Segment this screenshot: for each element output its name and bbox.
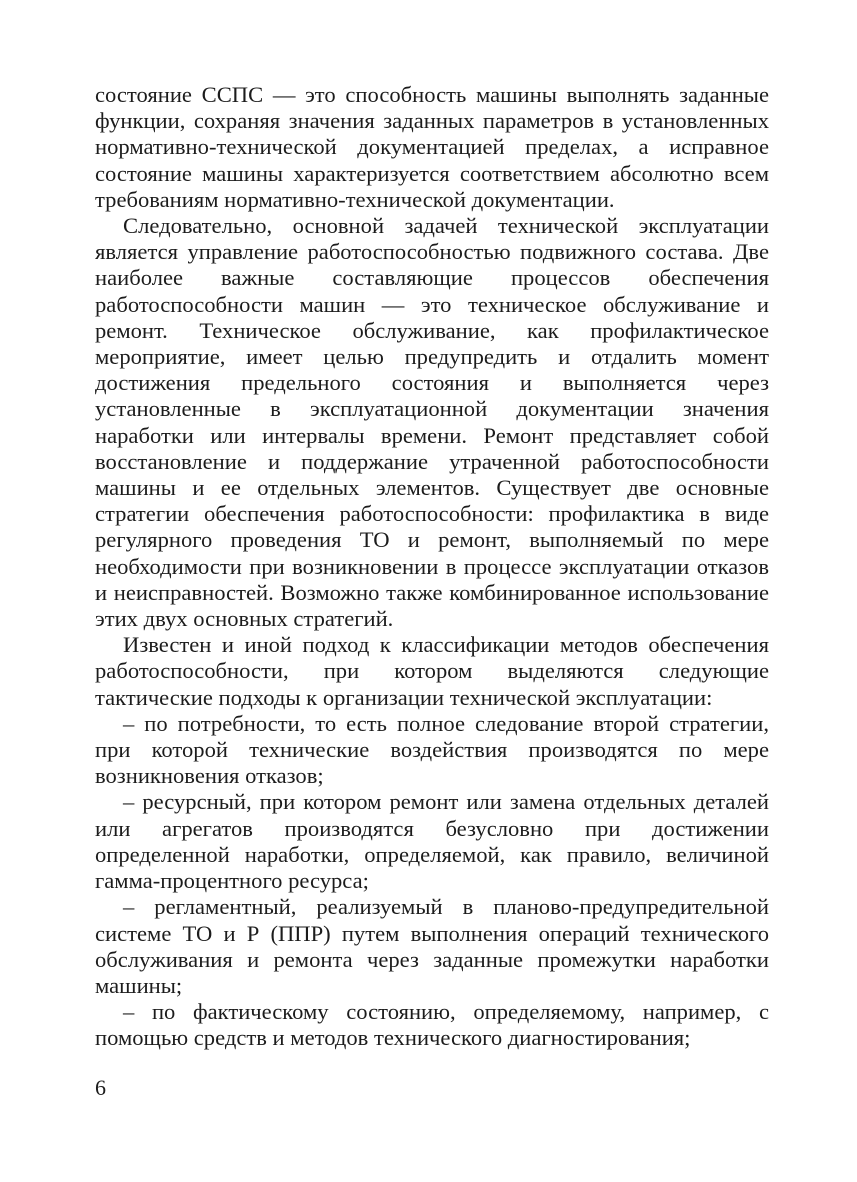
list-item-regulation: – регламентный, реализуемый в планово-предупредительной системе ТО и Р (ППР) путем выполнения операций технического обслуживания и ремонта через заданные промежутки наработки машины; — [95, 894, 769, 998]
paragraph-main-task: Следовательно, основной задачей технической эксплуатации является управление работоспособностью подвижного состава. Две наиболее важные составляющие процессов обеспечения работоспособности машин — это техническое обслуживание и ремонт. Техническое обслуживание, как профилактическое мероприятие, имеет целью предупредить и отдалить момент достижения предельного состояния и выполняется через установленные в эксплуатационной документации значения наработки или интервалы времени. Ремонт представляет собой восстановление и поддержание утраченной работоспособности машины и ее отдельных элементов. Существует две основные стратегии обеспечения работоспособности: профилактика в виде регулярного проведения ТО и ремонт, выполняемый по мере необходимости при возникновении в процессе эксплуатации отказов и неисправностей. Возможно также комбинированное использование этих двух основных стратегий. — [95, 213, 769, 632]
list-item-by-need: – по потребности, то есть полное следование второй стратегии, при которой технические воздействия производятся по мере возникновения отказов; — [95, 710, 769, 789]
page-number: 6 — [95, 1075, 106, 1100]
paragraph-continuation: состояние ССПС — это способность машины выполнять заданные функции, сохраняя значения заданных параметров в установленных нормативно-технической документацией пределах, а исправное состояние машины характеризуется соответствием абсолютно всем требованиям нормативно-технической документации. — [95, 82, 769, 212]
page-body — [95, 82, 769, 1052]
list-item-resource: – ресурсный, при котором ремонт или замена отдельных деталей или агрегатов производятся безусловно при достижении определенной наработки, определяемой, как правило, величиной гамма-процентного ресурса; — [95, 789, 769, 894]
list-item-actual-condition: – по фактическому состоянию, определяемому, например, с помощью средств и методов технического диагностирования; — [95, 999, 769, 1051]
paragraph-classification: Известен и иной подход к классификации методов обеспечения работоспособности, при котором выделяются следующие тактические подходы к организации технической эксплуатации: — [95, 632, 769, 710]
